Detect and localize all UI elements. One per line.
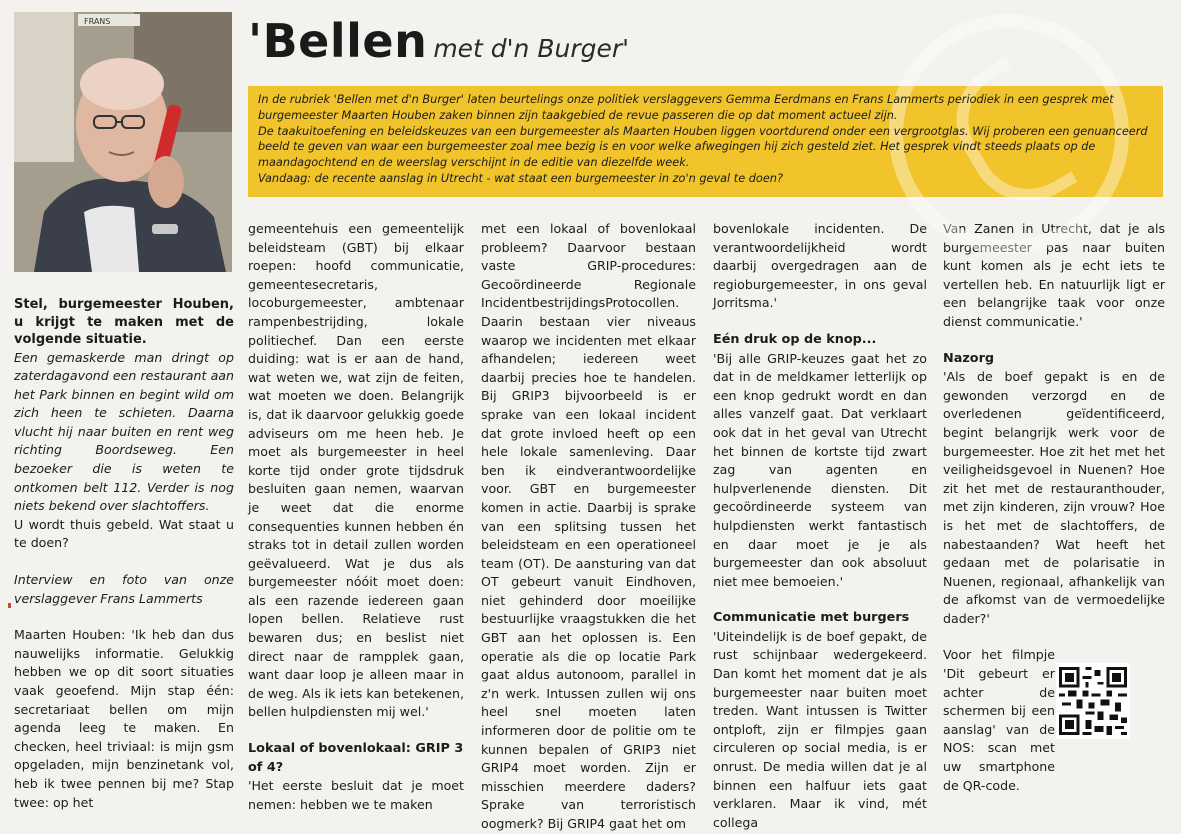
print-mark bbox=[8, 603, 11, 608]
column-3 bbox=[481, 220, 696, 831]
scenario-question: U wordt thuis gebeld. Wat staat u te doen? bbox=[14, 516, 234, 551]
body-text: Van Zanen in Utrecht, dat je als burgemeester pas naar buiten kunt komen als je echt iets te vertellen heb. En natuurlijk ligt er een belangrijke taak voor onze dienst communicatie.' bbox=[943, 221, 1165, 329]
lead-question: Stel, burgemeester Houben, u krijgt te maken met de volgende situatie. bbox=[14, 297, 234, 347]
headline-title: 'Bellen bbox=[248, 14, 428, 68]
photo-sign-text: FRANS bbox=[84, 17, 111, 26]
section-heading: Eén druk op de knop... bbox=[713, 331, 877, 347]
column-4 bbox=[713, 220, 927, 830]
body-text: 'Uiteindelijk is de boef gepakt, de rust schijnbaar wedergekeerd. Dan komt het moment dat je als burgemeester naar buiten moet treden. Want intussen is Twitter ontploft, zijn er filmpjes gaan circuleren op social media, is er onrust. De media willen dat je al binnen een halfuur iets gaat verklaren. Maar ik vind, mét collega bbox=[713, 628, 927, 830]
man-on-phone-photo bbox=[14, 12, 232, 272]
scenario-text: Een gemaskerde man dringt op zaterdagavond een restaurant aan het Park binnen en begint wild om zich heen te schieten. Daarna vlucht hij naar buiten en rent weg richting Boordseweg. Een bezoeker die is weten te ontkomen belt 112. Verder is nog niets bekend over slachtoffers. bbox=[14, 349, 234, 514]
body-text: 'Als de boef gepakt is en de gewonden verzorgd en de overledenen geïdentificeerd, begint belangrijk werk voor de burgemeester. Hoe zit het met het veiligheidsgevoel in Nuenen? Hoe zit het met de restauranthouder, met zijn kinderen, zijn vrouw? Hoe is het met de slachtoffers, de nabestaanden? Wat heeft het gedaan met de polarisatie in Nuenen, regionaal, afhankelijk van de afkomst van de vermoedelijke dader?' bbox=[943, 369, 1165, 626]
credit-line: Interview en foto van onze verslaggever Frans Lammerts bbox=[14, 572, 234, 606]
qr-code-icon bbox=[1056, 663, 1130, 739]
section-heading: Lokaal of bovenlokaal: GRIP 3 of 4? bbox=[248, 741, 464, 775]
intro-line: Vandaag: de recente aanslag in Utrecht - wat staat een burgemeester in zo'n geval te doen? bbox=[258, 171, 783, 185]
author-photo bbox=[14, 12, 232, 272]
column-2 bbox=[248, 220, 464, 812]
column-5 bbox=[943, 220, 1165, 793]
body-text: gemeentehuis een gemeentelijk beleidsteam (GBT) bij elkaar roepen: hoofd communicatie, gemeentesecretaris, locoburgemeester, ambtenaar rampenbestrijding, lokale politiechef. Dan een eerste duiding: wat is er aan de hand, wat weten we, wat zijn de feiten, wat moeten we doen. Belangrijk is, dat ik daarvoor gelukkig goede adviseurs om me heen heb. Je moet als burgemeester in heel korte tijd onder grote tijdsdruk besluiten gaan nemen, waarvan je weet dat die enorme consequenties kunnen hebben én straks tot in detail zullen worden geëvalueerd. Wat je dus als burgemeester nóóit moet doen: als een razende iedereen gaan lopen bellen. Relatieve rust bewaren dus; en beslist niet direct naar de rampplek gaan, want daar loop je alleen maar in de weg. Als ik iets kan betekenen, bellen hulpdiensten mij wel.' bbox=[248, 221, 464, 720]
intro-box bbox=[248, 86, 1163, 197]
body-text: Maarten Houben: 'Ik heb dan dus nauwelijks informatie. Gelukkig hebben we op dit soort situaties vaak geoefend. Mijn stap één: secretariaat bellen om mijn agenda leeg te maken. En checken, heel triviaal: is mijn gsm opgeladen, mijn benzinetank vol, heb ik twee pennen bij me? Stap twee: op het bbox=[14, 627, 234, 810]
intro-line: De taakuitoefening en beleidskeuzes van een burgemeester als Maarten Houben liggen voortdurend onder een vergrootglas. Wij proberen een genuanceerd beeld te geven van waar een burgemeester zoal mee bezig is en voor welke afwegingen hij zich gesteld ziet. Het gesprek vindt steeds plaats op de maandagochtend en de weerslag verschijnt in de editie van diezelfde week. bbox=[258, 124, 1148, 170]
headline-subtitle: met d'n Burger' bbox=[433, 34, 630, 63]
body-text: 'Het eerste besluit dat je moet nemen: hebben we te maken bbox=[248, 778, 464, 812]
section-heading: Nazorg bbox=[943, 350, 995, 366]
body-text: met een lokaal of bovenlokaal probleem? Daarvoor bestaan vaste GRIP-procedures: Gecoördineerde Regionale IncidentbestrijdingsProtocollen. Daarin bestaan vier niveaus waarop we incidenten met elkaar afhandelen; iedereen weet daarbij precies hoe te handelen. Bij GRIP3 bijvoorbeeld is er sprake van een lokaal incident dat grote invloed heeft op een hele lokale samenleving. Daar ben ik eindverantwoordelijke voor. GBT en burgemeester komen in actie. Daarbij is sprake van een splitsing tussen het beleidsteam en een operationeel team (OT). De aansturing van dat OT gebeurt vanuit Eindhoven, niet gehinderd door moeilijke bestuurlijke vraagstukken die het GBT aan het oplossen is. Een operatie als die op locatie Park gaat aldus autonoom, parallel in z'n werk. Intussen zullen wij ons heel snel moeten laten informeren door de politie om te kunnen bepalen of GRIP3 niet GRIP4 moet worden. Zijn er misschien meerdere daders? Sprake van terroristisch oogmerk? Bij GRIP4 gaat het om bbox=[481, 221, 696, 831]
headline bbox=[248, 14, 629, 68]
body-text: 'Bij alle GRIP-keuzes gaat het zo dat in de meldkamer letterlijk op een knop gedrukt wordt en dan alles vanzelf gaat. Dat verklaart ook dat in het geval van Utrecht het binnen de kortste tijd zwart zag van agenten en hulpverlenende diensten. Dit gecoördineerde systeem van hulpdiensten werkt fantastisch en daar moet je je als burgemeester dan ook absoluut niet mee bemoeien.' bbox=[713, 350, 927, 589]
section-heading: Communicatie met burgers bbox=[713, 610, 910, 626]
body-text: bovenlokale incidenten. De verantwoordelijkheid wordt daarbij overgedragen aan de regioburgemeester, in ons geval Jorritsma.' bbox=[713, 221, 927, 311]
column-1 bbox=[14, 296, 234, 810]
qr-instructions: Voor het filmpje 'Dit gebeurt er achter de schermen bij een aanslag' van de NOS: scan met uw smartphone de QR-code. bbox=[943, 647, 1055, 793]
intro-line: In de rubriek 'Bellen met d'n Burger' laten beurtelings onze politiek verslaggevers Gemma Eerdmans en Frans Lammerts periodiek in een gesprek met burgemeester Maarten Houben zaken binnen zijn taakgebied de revue passeren die op dat moment actueel zijn. bbox=[258, 93, 1114, 122]
